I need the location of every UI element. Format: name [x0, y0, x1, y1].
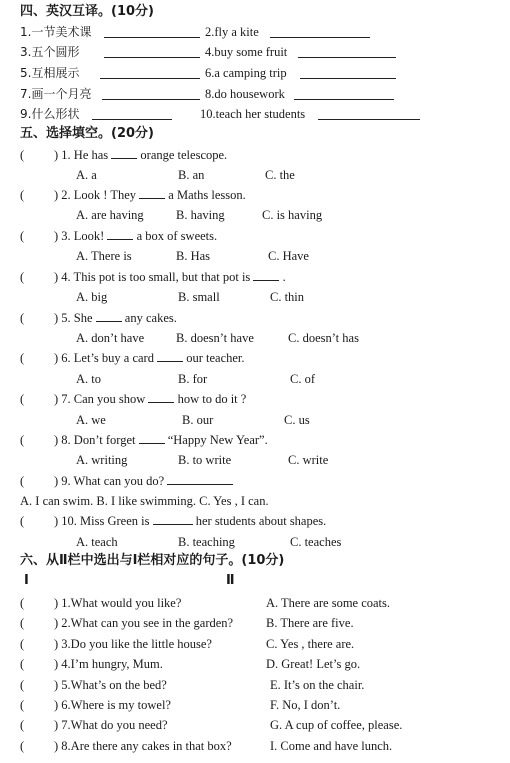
answer-blank[interactable] — [96, 310, 122, 322]
option-c[interactable]: C. us — [284, 413, 310, 427]
option-b[interactable]: B. an — [178, 168, 205, 182]
option-c[interactable]: C. teaches — [290, 535, 342, 549]
option-a[interactable]: A. teach — [76, 535, 118, 549]
option-b[interactable]: B. for — [178, 372, 208, 386]
option-a[interactable]: A. writing — [76, 453, 128, 467]
answer-blank[interactable] — [298, 46, 396, 58]
match-question-8: ( ) 8.Are there any cakes in that box? — [20, 739, 232, 753]
answer-blank[interactable] — [157, 350, 183, 362]
translate-item-1: 1.一节美术课 — [20, 25, 92, 39]
option-b[interactable]: B. Has — [176, 249, 211, 263]
match-answer-a: A. There are some coats. — [266, 596, 391, 610]
answer-blank[interactable] — [111, 147, 137, 159]
answer-blank[interactable] — [253, 269, 279, 281]
answer-blank[interactable] — [102, 88, 200, 100]
answer-blank[interactable] — [167, 473, 233, 485]
option-c[interactable]: C. Have — [268, 249, 309, 263]
option-a[interactable]: A. a — [76, 168, 97, 182]
question-8: ( ) 8. Don’t forget “Happy New Year”. — [20, 433, 268, 447]
translate-item-7: 7.画一个月亮 — [20, 87, 92, 101]
match-answer-e: E. It’s on the chair. — [270, 678, 365, 692]
option-b[interactable]: B. small — [178, 290, 220, 304]
translate-item-9: 9.什么形状 — [20, 107, 80, 121]
answer-blank[interactable] — [300, 67, 396, 79]
option-a[interactable]: A. we — [76, 413, 106, 427]
option-c[interactable]: C. is having — [262, 208, 323, 222]
answer-blank[interactable] — [104, 46, 200, 58]
match-question-1: ( ) 1.What would you like? — [20, 596, 182, 610]
option-c[interactable]: C. doesn’t has — [288, 331, 359, 345]
answer-blank[interactable] — [139, 432, 165, 444]
answer-blank[interactable] — [270, 26, 370, 38]
column-1-header: Ⅰ — [24, 573, 29, 588]
match-question-4: ( ) 4.I’m hungry, Mum. — [20, 657, 163, 671]
answer-blank[interactable] — [294, 88, 394, 100]
translate-item-4: 4.buy some fruit — [205, 45, 288, 59]
match-answer-i: I. Come and have lunch. — [270, 739, 393, 753]
option-c[interactable]: C. thin — [270, 290, 305, 304]
section-6-title: 六、从Ⅱ栏中选出与Ⅰ栏相对应的句子。(10分) — [20, 553, 285, 568]
match-question-7: ( ) 7.What do you need? — [20, 718, 168, 732]
answer-blank[interactable] — [100, 67, 200, 79]
answer-blank[interactable] — [104, 26, 200, 38]
match-answer-g: G. A cup of coffee, please. — [270, 718, 403, 732]
answer-blank[interactable] — [139, 187, 165, 199]
question-5: ( ) 5. She any cakes. — [20, 311, 177, 325]
question-2: ( ) 2. Look ! They a Maths lesson. — [20, 188, 246, 202]
question-4: ( ) 4. This pot is too small, but that pot is . — [20, 270, 286, 284]
option-c[interactable]: C. of — [290, 372, 315, 386]
match-question-3: ( ) 3.Do you like the little house? — [20, 637, 212, 651]
question-7: ( ) 7. Can you show how to do it ? — [20, 392, 247, 406]
question-9-options[interactable]: A. I can swim. B. I like swimming. C. Yes , I can. — [20, 494, 269, 508]
match-question-6: ( ) 6.Where is my towel? — [20, 698, 171, 712]
question-3: ( ) 3. Look! a box of sweets. — [20, 229, 218, 243]
answer-blank[interactable] — [107, 228, 133, 240]
option-b[interactable]: B. doesn’t have — [176, 331, 254, 345]
question-1: ( ) 1. He has orange telescope. — [20, 148, 228, 162]
match-answer-d: D. Great! Let’s go. — [266, 657, 361, 671]
translate-item-8: 8.do housework — [205, 87, 285, 101]
option-b[interactable]: B. having — [176, 208, 225, 222]
match-answer-b: B. There are five. — [266, 616, 354, 630]
answer-blank[interactable] — [153, 513, 193, 525]
answer-blank[interactable] — [148, 391, 174, 403]
answer-blank[interactable] — [318, 108, 420, 120]
match-question-5: ( ) 5.What’s on the bed? — [20, 678, 167, 692]
option-c[interactable]: C. the — [265, 168, 295, 182]
column-2-header: Ⅱ — [226, 573, 235, 588]
translate-item-3: 3.五个圆形 — [20, 45, 80, 59]
section-5-title: 五、选择填空。(20分) — [20, 126, 154, 141]
option-a[interactable]: A. to — [76, 372, 101, 386]
question-6: ( ) 6. Let’s buy a card our teacher. — [20, 351, 245, 365]
translate-item-6: 6.a camping trip — [205, 66, 287, 80]
question-9: ( ) 9. What can you do? — [20, 473, 233, 489]
translate-item-2: 2.fly a kite — [205, 25, 259, 39]
question-10: ( ) 10. Miss Green is her students about shapes. — [20, 514, 327, 528]
option-b[interactable]: B. our — [182, 413, 214, 427]
option-b[interactable]: B. to write — [178, 453, 232, 467]
option-b[interactable]: B. teaching — [178, 535, 235, 549]
answer-blank[interactable] — [92, 108, 172, 120]
match-question-2: ( ) 2.What can you see in the garden? — [20, 616, 234, 630]
option-a[interactable]: A. don’t have — [76, 331, 145, 345]
section-4-title: 四、英汉互译。(10分) — [20, 4, 154, 19]
option-c[interactable]: C. write — [288, 453, 329, 467]
translate-item-5: 5.互相展示 — [20, 66, 80, 80]
translate-item-10: 10.teach her students — [200, 107, 306, 121]
option-a[interactable]: A. There is — [76, 249, 132, 263]
option-a[interactable]: A. big — [76, 290, 108, 304]
match-answer-f: F. No, I don’t. — [270, 698, 341, 712]
option-a[interactable]: A. are having — [76, 208, 144, 222]
match-answer-c: C. Yes , there are. — [266, 637, 355, 651]
